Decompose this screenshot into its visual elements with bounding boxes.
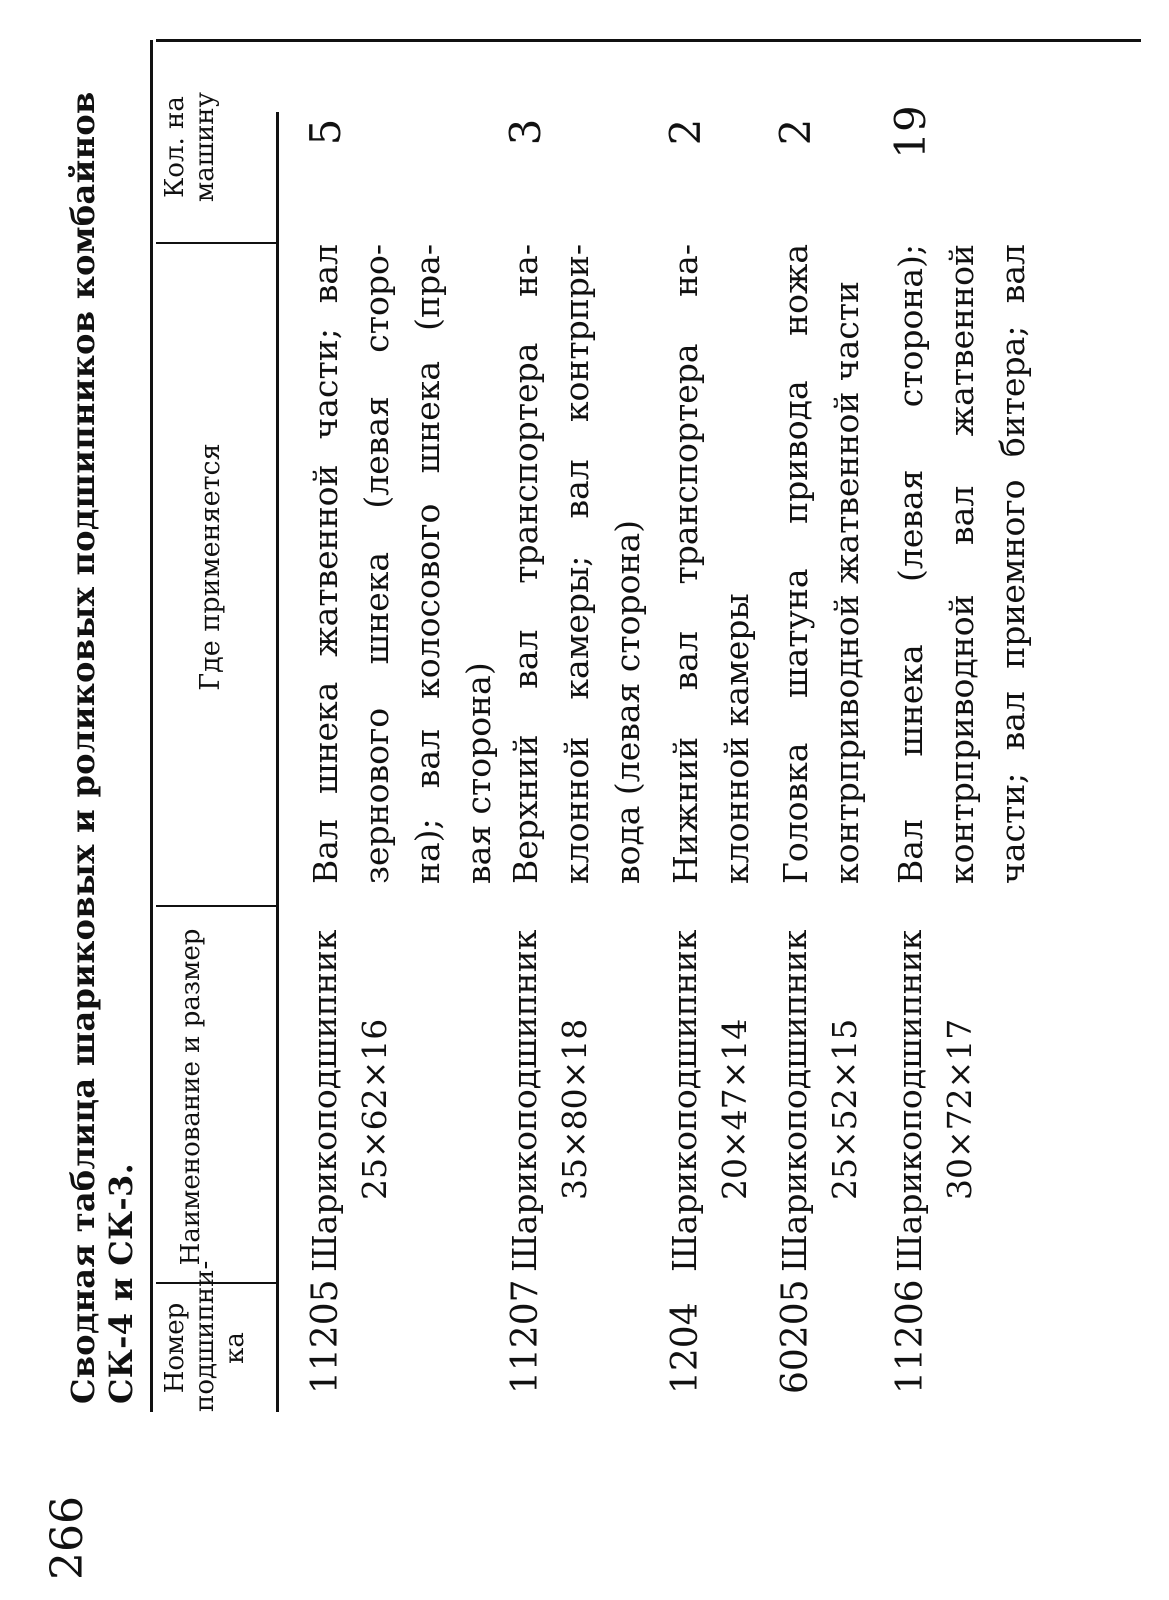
table-title: Сводная таблица шариковых и роликовых подшипников комбайнов СК-4 и СК-3.	[64, 91, 140, 1404]
bearing-usage: Головка шатуна привода ножа контрприводной жатвенной части	[776, 244, 866, 884]
bearing-usage: Вал шнека жатвенной части; вал зернового шнека (левая сторо- на); вал колосового шнека (пра- вая сторона)	[306, 244, 498, 884]
bearing-size: 30×72×17	[940, 1018, 979, 1200]
bearing-quantity: 2	[771, 118, 820, 146]
header-number: Номер подшипни- ка	[160, 1260, 250, 1412]
bearing-size: 20×47×14	[715, 1018, 754, 1200]
bearing-name: Шарикоподшипник 30×72×17	[885, 902, 985, 1272]
column-divider	[156, 242, 276, 244]
bearing-quantity: 3	[501, 118, 550, 146]
table-top-rule	[150, 40, 153, 1412]
bearing-number: 11206	[890, 1279, 931, 1394]
bearing-name: Шарикоподшипник 25×62×16	[300, 902, 400, 1272]
bearing-usage: Верхний вал транспортера на- клонной камеры; вал контрпри- вода (левая сторона)	[506, 244, 647, 884]
column-divider	[156, 905, 276, 907]
bearing-number: 60205	[775, 1279, 816, 1394]
header-name: Наименование и размер	[176, 928, 206, 1266]
header-where: Где применяется	[195, 443, 226, 691]
header-qty: Кол. на машину	[160, 92, 220, 202]
page-number: 266	[42, 1496, 93, 1580]
bearing-name: Шарикоподшипник 25×52×15	[770, 902, 870, 1272]
bearing-quantity: 2	[661, 118, 710, 146]
bearing-size: 35×80×18	[555, 1018, 594, 1200]
bearing-quantity: 5	[301, 118, 350, 146]
bearing-number: 11205	[305, 1279, 346, 1394]
bearing-quantity: 19	[886, 105, 935, 159]
bearing-usage: Вал шнека (левая сторона); контрприводной вал жатвенной части; вал приемного битера; вал	[891, 244, 1032, 884]
bearing-size: 25×52×15	[825, 1018, 864, 1200]
qty-column-rule	[156, 39, 1141, 42]
header-bottom-rule	[276, 112, 279, 1412]
bearing-name: Шарикоподшипник 35×80×18	[500, 902, 600, 1272]
bearing-usage: Нижний вал транспортера на- клонной камеры	[666, 244, 756, 884]
bearing-size: 25×62×16	[355, 1018, 394, 1200]
bearings-table	[150, 32, 1150, 1412]
bearing-name: Шарикоподшипник 20×47×14	[660, 902, 760, 1272]
bearing-number: 1204	[665, 1302, 706, 1394]
bearing-number: 11207	[505, 1279, 546, 1394]
